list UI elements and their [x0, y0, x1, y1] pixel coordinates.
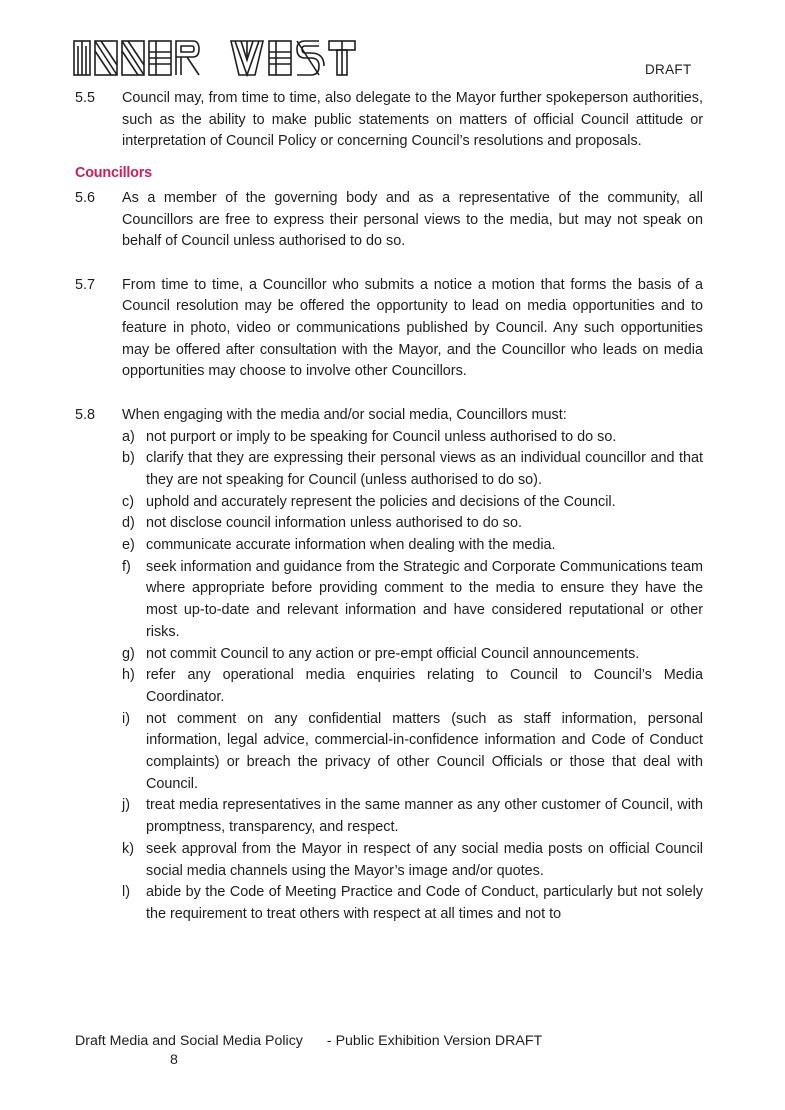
- clause-text: From time to time, a Councillor who submits a notice a motion that forms the basis of a Council resolution may be offered the opportunity to lead on media opportunities and to feature in photo, video or communications published by Council. Any such opportunities may be offered after consultation with the Mayor, and the Councillor who leads on media opportunities may choose to involve other Councillors.: [122, 276, 703, 380]
- list-item: [122, 557, 703, 644]
- item-letter: l): [122, 884, 130, 901]
- item-text: seek approval from the Mayor in respect of any social media posts on official Council social media channels using the Mayor’s image and/or quotes.: [146, 840, 703, 879]
- page-footer: [75, 1031, 542, 1053]
- item-text: not commit Council to any action or pre-empt official Council announcements.: [146, 645, 640, 662]
- item-letter: i): [122, 710, 130, 727]
- item-text: uphold and accurately represent the policies and decisions of the Council.: [146, 493, 616, 510]
- item-letter: h): [122, 667, 135, 684]
- list-item: [122, 427, 703, 449]
- clause-5-8: [75, 405, 703, 427]
- clause-intro: When engaging with the media and/or social media, Councillors must:: [122, 406, 567, 423]
- clause-number: 5.8: [75, 406, 96, 423]
- item-letter: f): [122, 558, 131, 575]
- item-letter: a): [122, 428, 135, 445]
- item-text: seek information and guidance from the Strategic and Corporate Communications team where appropriate before providing comment to the media to ensure they have the most up-to-date and relevant information and have considered reputational or other risks.: [146, 558, 703, 640]
- logo-letter-t: [329, 41, 355, 75]
- item-text: treat media representatives in the same manner as any other customer of Council, with promptness, transparency, and respect.: [146, 797, 703, 836]
- footer-version: - Public Exhibition Version DRAFT: [326, 1033, 543, 1049]
- item-letter: c): [122, 493, 134, 510]
- list-item: [122, 644, 703, 666]
- item-text: clarify that they are expressing their personal views as an individual councillor and that they are not speaking for Council (unless authorised to do so).: [146, 450, 703, 488]
- logo-letter-n1: [95, 41, 117, 75]
- item-text: not disclose council information unless authorised to do so.: [146, 515, 522, 532]
- inner-west-logo: [73, 38, 373, 78]
- list-item: [122, 839, 703, 882]
- list-item: [122, 882, 703, 925]
- clause-text: Council may, from time to time, also delegate to the Mayor further spokeperson authorities, such as the ability to make public statements on matters of official Council attitude or interpretation of Council Policy or concerning Council’s resolutions and proposals.: [122, 90, 703, 150]
- item-text: abide by the Code of Meeting Practice and Code of Conduct, particularly but not solely the requirement to treat others with respect at all times and not to: [146, 884, 703, 922]
- item-letter: k): [122, 840, 134, 857]
- list-item: [122, 513, 703, 535]
- footer-document-title: Draft Media and Social Media Policy: [75, 1033, 303, 1049]
- clause-number: 5.7: [75, 276, 96, 293]
- document-body: [75, 88, 703, 926]
- item-letter: j): [122, 797, 130, 814]
- logo-letter-n2: [122, 41, 144, 75]
- item-text: not comment on any confidential matters (such as staff information, personal information, legal advice, commercial-in-confidence information and Code of Conduct complaints) or breach the privacy of other Council Officials or those that deal with Council.: [146, 710, 703, 792]
- councillor-obligations-list: [122, 427, 703, 926]
- list-item: [122, 709, 703, 796]
- item-letter: g): [122, 645, 135, 662]
- list-item: [122, 665, 703, 708]
- list-item: [122, 535, 703, 557]
- list-item: [122, 795, 703, 838]
- clause-5-5: [75, 88, 703, 153]
- item-letter: b): [122, 450, 135, 467]
- logo-letter-r: [176, 41, 199, 75]
- item-letter: d): [122, 515, 135, 532]
- logo-letter-s: [297, 41, 324, 75]
- draft-mark: DRAFT: [645, 62, 692, 77]
- list-item: [122, 448, 703, 491]
- item-text: refer any operational media enquiries relating to Council to Council’s Media Coordinator.: [146, 667, 703, 705]
- clause-5-6: [75, 188, 703, 253]
- clause-number: 5.6: [75, 189, 96, 206]
- clause-5-7: [75, 275, 703, 384]
- item-letter: e): [122, 537, 135, 554]
- logo-letter-w: [231, 41, 263, 75]
- clause-text: As a member of the governing body and as a representative of the community, all Councillors are free to express their personal views to the media, but may not speak on behalf of Council unless authorised to do so.: [122, 189, 703, 250]
- item-text: not purport or imply to be speaking for Council unless authorised to do so.: [146, 428, 617, 445]
- list-item: [122, 492, 703, 514]
- clause-number: 5.5: [75, 90, 96, 106]
- logo-letter-e1: [149, 41, 171, 75]
- logo-letter-i: [74, 41, 90, 75]
- logo-letter-e2: [269, 41, 291, 75]
- page-number: 8: [170, 1052, 178, 1068]
- item-text: communicate accurate information when dealing with the media.: [146, 537, 556, 554]
- section-heading-councillors: Councillors: [75, 165, 152, 182]
